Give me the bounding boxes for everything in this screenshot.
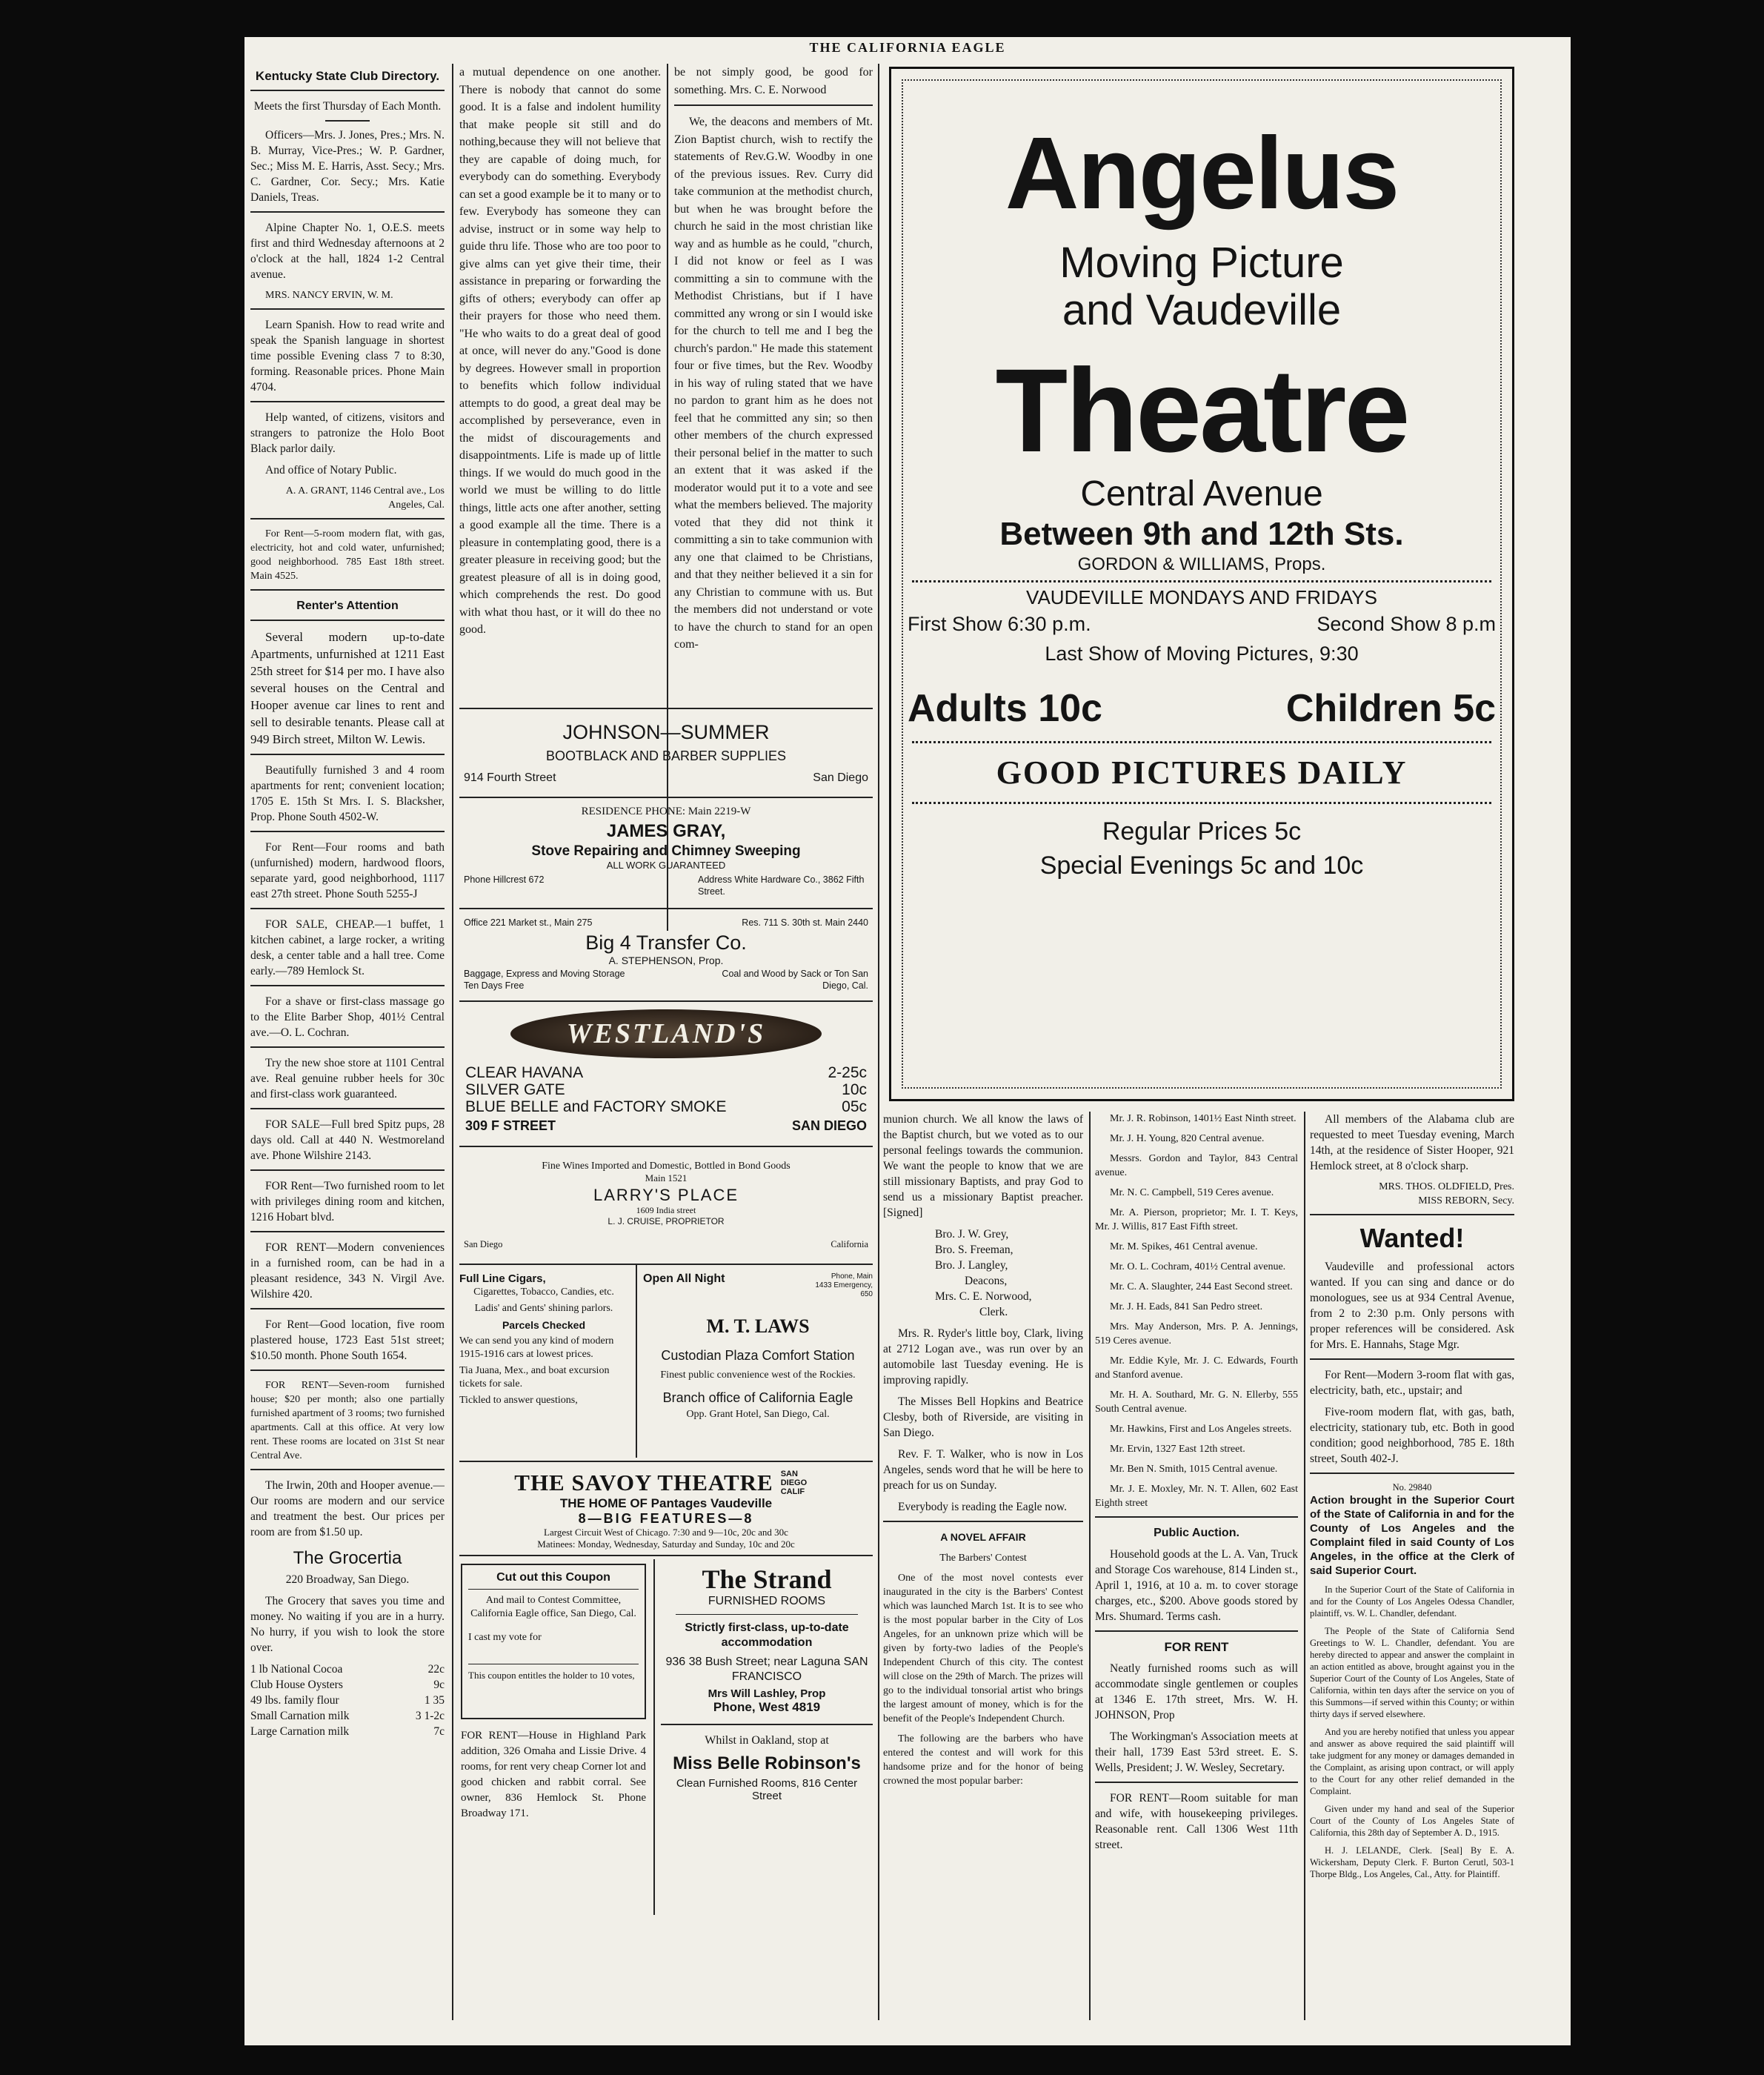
cigars-laws-section	[459, 1272, 873, 1458]
contest-coupon[interactable]: Cut out this Coupon And mail to Contest Committee, California Eagle office, San Diego, Cal. I cast my vote for This coupon entitles the holder to 10 votes,	[461, 1564, 646, 1719]
seven-room-notice: FOR RENT—Seven-room furnished house; $20 per month; also one partially furnished apartment of 3 rooms; two furnished apartments. Call at this office. At very low rent. These rooms are located on 31st St near Central Ave.	[250, 1380, 445, 1461]
notary-notice: And office of Notary Public.	[265, 464, 397, 477]
price-row: Small Carnation milk 3 1-2c	[250, 1710, 445, 1722]
column-6: All members of the Alabama club are requested to meet Tuesday evening, March 14th, at the residence of Sister Hooper, 921 Hemlock street, at 8 o'clock sharp. MRS. THOS. OLDFIELD, Pres. MISS REBORN, Secy. Wanted! Vaudeville and professional actors wanted. If you can sing and dance or do monologues, see us at 934 Central Avenue, from 2 to 2:30 p.m. Only persons with proper references will be considered. Ask for Mrs. E. Hannahs, Stage Mgr. For Rent—Modern 3-room flat with gas, electricity, bath, etc., upstair; and Five-room modern flat, with gas, bath, electricity, stationary tub, etc. Both in good condition; good neighborhood, 785 E. 18th street, South 402-J. No. 29840 Action brought in the Superior Court of the State of California in and for the County of Los Angeles and the Complaint filed in said County of Los Angeles, in the office at the Clerk of said Superior Court. In the Superior Court of the State of California in and for the County of Los Angeles Odessa Chandler, plaintiff, vs. W. L. Chandler, defendant. The People of the State of California Send Greetings to W. L. Chandler, defendant. You are hereby directed to appear and answer the complaint in an action entitled as above, brought against you in the Superior Court of the County of Los Angeles, State of California, within ten days after the service on you of this Summons—if served within this County; or within thirty days if served elsewhere. And you are hereby notified that unless you appear and answer as above required the said plaintiff will take judgment for any money or damages demanded in the Complaint, as arising upon contract, or will apply to the Court for any other relief demanded in the Complaint. Given under my hand and seal of the Superior Court of the County of Los Angeles State of California, this 28th day of September A. D., 1915. H. J. LELANDE, Clerk. [Seal] By E. A. Wickersham, Deputy Clerk. F. Burton Cerutl, 503-1 Thorpe Bldg., Los Angeles, Cal., Atty. for Plaintiff.	[1310, 1113, 1514, 1879]
gray-service: Stove Repairing and Chimney Sweeping	[531, 843, 801, 859]
beautiful-apartments: Beautifully furnished 3 and 4 room apartments for rent; convenient location; 1705 E. 15th St Mrs. I. S. Blacksher, Prop. Phone South 4502-W.	[250, 764, 445, 823]
fourrooms-notice: For Rent—Four rooms and bath (unfurnished) modern, hardwood floors, separate yard, good neighborhood, 1117 east 27th street. Phone South 5255-J	[250, 841, 445, 900]
column-3-article	[674, 64, 873, 701]
savoy-ad: THE SAVOY THEATRE SAN DIEGO CALIF THE HOME OF Pantages Vaudeville 8—BIG FEATURES—8 Largest Circuit West of Chicago. 7:30 and 9—10c, 20c and 30c Matinees: Monday, Wednesday, Saturday and Sunday, 10c and 20c	[514, 1470, 808, 1550]
modern-conveniences-notice: FOR RENT—Modern conveniences in a furnished room, can be had in a pleasant residence, 343 N. Virgil Ave. Wilshire 420.	[250, 1241, 445, 1301]
masthead: THE CALIFORNIA EAGLE	[809, 40, 1006, 55]
barber-list: Mr. J. R. Robinson, 1401½ East Ninth street. Mr. J. H. Young, 820 Central avenue. Messrs. Gordon and Taylor, 843 Central avenue. Mr. N. C. Campbell, 519 Ceres avenue. Mr. A. Pierson, proprietor; Mr. I. T. Keys, Mr. J. Willis, 817 East Fifth street. Mr. M. Spikes, 461 Central avenue. Mr. O. L. Cochram, 401½ Central avenue. Mr. C. A. Slaughter, 244 East Second street. Mr. J. H. Eads, 841 San Pedro street. Mrs. May Anderson, Mrs. P. A. Jennings, 519 Ceres avenue. Mr. Eddie Kyle, Mr. J. C. Edwards, Fourth and Stanford avenue. Mr. H. A. Southard, Mr. G. N. Ellerby, 555 South Central avenue. Mr. Hawkins, First and Los Angeles streets. Mr. Ervin, 1327 East 12th street. Mr. Ben N. Smith, 1015 Central avenue. Mr. J. E. Moxley, Mr. N. T. Allen, 602 East Eighth street	[1095, 1113, 1298, 1509]
westlands-logo-text: WESTLAND'S	[566, 1018, 766, 1049]
good-location-notice: For Rent—Good location, five room plastered house, 1723 East 51st street; $10.50 month. Phone South 1654.	[250, 1318, 445, 1362]
cigars-title: Full Line Cigars,	[459, 1272, 546, 1285]
larry-top: Fine Wines Imported and Domestic, Bottled in Bond Goods	[542, 1161, 791, 1172]
shoe-notice: Try the new shoe store at 1101 Central ave. Real genuine rubber heels for 30c and first-class work guaranteed.	[250, 1057, 445, 1100]
legal-notice-body: In the Superior Court of the State of California in and for the County of Los Angeles Odessa Chandler, plaintiff, vs. W. L. Chandler, defendant. The People of the State of California Send Greetings to W. L. Chandler, defendant. You are hereby directed to appear and answer the complaint in an action entitled as above, brought against you in the Superior Court of the County of Los Angeles, State of California, within ten days after the service on you of this Summons—if served within this County; or within thirty days if served elsewhere. And you are hereby notified that unless you appear and answer as above required the said plaintiff will take judgment for any money or damages demanded in the Complaint, as arising upon contract, or will apply to the Court for any other relief demanded in the Complaint. Given under my hand and seal of the Superior Court of the County of Los Angeles State of California, this 28th day of September A. D., 1915. H. J. LELANDE, Clerk. [Seal] By E. A. Wickersham, Deputy Clerk. F. Burton Cerutl, 503-1 Thorpe Bldg., Los Angeles, Cal., Atty. for Plaintiff.	[1310, 1584, 1514, 1879]
grocertia-price-list	[250, 1661, 445, 1739]
theatre-title: Theatre	[995, 344, 1408, 477]
larry-name: LARRY'S PLACE	[593, 1186, 739, 1204]
article-top-line: be not simply good, be good for something. Mrs. C. E. Norwood	[674, 66, 873, 96]
kentucky-heading: Kentucky State Club Directory.	[255, 69, 440, 83]
coupon-vote-line: I cast my vote for	[468, 1632, 542, 1643]
renters-heading: Renter's Attention	[296, 600, 399, 612]
newspaper-page	[244, 37, 1571, 2045]
coupon-title: Cut out this Coupon	[496, 1571, 610, 1584]
big4-prop: A. STEPHENSON, Prop.	[608, 954, 724, 966]
larry-prop: L. J. CRUISE, PROPRIETOR	[608, 1216, 725, 1226]
gray-phone: RESIDENCE PHONE: Main 2219-W	[581, 806, 751, 817]
kentucky-officers: Officers—Mrs. J. Jones, Pres.; Mrs. N. B. Murray, Vice-Pres.; W. P. Gardner, Sec.; Miss M. E. Harris, Asst. Secy.; Mrs. C. Gardner, Cor. Secy.; Mrs. Katie Daniels, Treas.	[250, 129, 445, 204]
price-row: Large Carnation milk 7c	[250, 1725, 445, 1738]
tworooms-notice: FOR Rent—Two furnished room to let with privileges dining room and kitchen, 1216 Hobart blvd.	[250, 1180, 445, 1224]
column-4: munion church. We all know the laws of the Baptist church, but we voted as to our personal feelings towards the communion. We want the people to know that we are still missionary Baptists, and pray God to send us a missionary Baptist preacher. [Signed] Bro. J. W. Grey, Bro. S. Freeman, Bro. J. Langley, Deacons, Mrs. C. E. Norwood, Clerk. Mrs. R. Ryder's little boy, Clark, living at 2712 Logan ave., was run over by an automobile last Tuesday evening. He is improving rapidly. The Misses Bell Hopkins and Beatrice Clesby, both of Riverside, are visiting in San Diego. Rev. F. T. Walker, who is now in Los Angeles, sends word that he will be here to preach for us on Sunday. Everybody is reading the Eagle now. A NOVEL AFFAIR The Barbers' Contest One of the most novel contests ever inaugurated in the city is the Barbers' Contest which was launched March 1st. It is to see who is the most popular barber in the City of Los Angeles, for an unknown prize which will be given by forty-two ladies of the People's Independent Church of this city. The contest will close on the 29th of March. The prizes will go to the individual tonsorial artist who brings the largest amount of money, which is for the benefit of the People's Independent Church. The following are the barbers who have entered the contest and will work for this handsome prize and for the honor of being crowned the most popular barber:	[883, 1113, 1083, 1787]
coupon-strand-section	[459, 1564, 873, 1912]
column-rule	[452, 64, 453, 2020]
gray-name: JAMES GRAY,	[606, 821, 726, 841]
help-notice: Help wanted, of citizens, visitors and strangers to patronize the Holo Boot Black parlor daily.	[250, 411, 445, 455]
shave-notice: For a shave or first-class massage go to the Elite Barber Shop, 401½ Central ave.—O. L. Cochran.	[250, 995, 445, 1039]
parcels-checked: Parcels Checked	[502, 1319, 586, 1331]
gray-guarantee: ALL WORK GUARANTEED	[606, 860, 726, 871]
cigars-ad: Full Line Cigars, Cigarettes, Tobacco, Candies, etc. Ladis' and Gents' shining parlors. Parcels Checked We can send you any kind of modern 1915-1916 cars at lowest prices. Tia Juana, Mex., and boat excursion tickets for sale. Tickled to answer questions,	[459, 1272, 628, 1407]
big4-name: Big 4 Transfer Co.	[585, 932, 747, 954]
cigar-row: SILVER GATE 10c	[465, 1081, 867, 1098]
spitz-notice: FOR SALE—Full bred Spitz pups, 28 days old. Call at 440 N. Westmoreland ave. Phone Wilshire 2143.	[250, 1118, 445, 1162]
alpine-sign: MRS. NANCY ERVIN, W. M.	[265, 290, 393, 301]
price-row: Club House Oysters 9c	[250, 1679, 445, 1691]
article-good-deeds: a mutual dependence on one another. There is nobody that cannot do some good. It is a false and indolent humility that make people sit still and do nothing,because they will not believe that they are capable of doing much, for everybody can do something. Everybody can set a good example be it to many or to few. Everybody has someone they can advise, instruct or in some way help to guide thru life. Those who are too poor to give alms can yet give their time, their assistance in preparing or forwarding the gifts of others; everybody can offer ap their prayers for those who need them. "He who waits to do a great deal of good at once, will never do any."Good is done by degrees. However small in proportion to benefits which follow individual attempts to do good, a great deal may be accomplished by perseverance, even in the midst of discouragements and disappointments. Life is made up of little things. If we would do much good in the world we must be willing to do little things, little acts one after another, setting a good example all the time. There is a pleasure in contemplating good, there is a greater pleasure in receiving good; but the greatest pleasure of all is in doing good, which comprehends the rest. Do good with what thou hast, or it will do thee no good.	[459, 66, 661, 636]
gray-address-row: Phone Hillcrest 672 Address White Hardware Co., 3862 Fifth Street.	[464, 874, 865, 897]
public-auction-heading: Public Auction.	[1154, 1527, 1239, 1539]
cigar-row: BLUE BELLE and FACTORY SMOKE 05c	[465, 1098, 867, 1115]
big4-phone-row: Office 221 Market st., Main 275 Res. 711 S. 30th st. Main 2440	[464, 917, 868, 928]
strand-title: The Strand	[702, 1564, 832, 1594]
column-rule	[1304, 1112, 1305, 2020]
ads-block	[459, 708, 873, 2027]
grocertia-text: The Grocery that saves you time and money. No waiting if you are in a hurry. No hurry, if you wish to look the store over.	[250, 1595, 445, 1654]
big4-services-row: Baggage, Express and Moving Storage Ten Days Free Coal and Wood by Sack or Ton San Diego, Cal.	[464, 969, 868, 991]
novel-affair-heading: A NOVEL AFFAIR	[940, 1531, 1026, 1543]
strand-ad: The Strand FURNISHED ROOMS Strictly first-class, up-to-date accommodation 936 38 Bush Street; near Laguna SAN FRANCISCO Mrs Will Lashley, Prop Phone, West 4819 Whilst in Oakland, stop at Miss Belle Robinson's Clean Furnished Rooms, 816 Center Street	[661, 1564, 873, 1802]
deacon-signers: Bro. J. W. Grey, Bro. S. Freeman, Bro. J. Langley, Deacons, Mrs. C. E. Norwood, Clerk.	[935, 1228, 1032, 1318]
alpine-notice: Alpine Chapter No. 1, O.E.S. meets first and third Wednesday afternoons at 2 o'clock at the hall, 1824 1-2 Central avenue.	[250, 222, 445, 281]
westlands-cigar-logo	[510, 1009, 822, 1058]
price-row: 49 lbs. family flour 1 35	[250, 1694, 445, 1707]
laws-ad: Open All Night Phone, Main 1433 Emergency, 650 M. T. LAWS Custodian Plaza Comfort Station Finest public convenience west of the Rockies. Branch office of California Eagle Opp. Grant Hotel, San Diego, Cal.	[643, 1272, 873, 1420]
column-5: Mr. J. R. Robinson, 1401½ East Ninth street. Mr. J. H. Young, 820 Central avenue. Messrs. Gordon and Taylor, 843 Central avenue. Mr. N. C. Campbell, 519 Ceres avenue. Mr. A. Pierson, proprietor; Mr. I. T. Keys, Mr. J. Willis, 817 East Fifth street. Mr. M. Spikes, 461 Central avenue. Mr. O. L. Cochram, 401½ Central avenue. Mr. C. A. Slaughter, 244 East Second street. Mr. J. H. Eads, 841 San Pedro street. Mrs. May Anderson, Mrs. P. A. Jennings, 519 Ceres avenue. Mr. Eddie Kyle, Mr. J. C. Edwards, Fourth and Stanford avenue. Mr. H. A. Southard, Mr. G. N. Ellerby, 555 South Central avenue. Mr. Hawkins, First and Los Angeles streets. Mr. Ervin, 1327 East 12th street. Mr. Ben N. Smith, 1015 Central avenue. Mr. J. E. Moxley, Mr. N. T. Allen, 602 East Eighth street Public Auction. Household goods at the L. A. Van, Truck and Storage Cos warehouse, 814 Linden st., April 1, 1916, at 10 a. m. to cover storage charges, etc., $200. Above goods stored by Mrs. Shumard. Terms cash. FOR RENT Neatly furnished rooms such as will accommodate single gentlemen or couples at 1346 E. 17th street, Mrs. W. H. JOHNSON, Prop The Workingman's Association meets at their hall, 1739 East 53rd street. E. S. Wells, President; J. W. Wesley, Secretary. FOR RENT—Room suitable for man and wife, with housekeeping privileges. Reasonable rent. Call 1306 West 11th street.	[1095, 1113, 1298, 1851]
westlands-cigar-list	[459, 1064, 873, 1134]
grocertia-heading: The Grocertia	[293, 1548, 402, 1568]
article-mt-zion: We, the deacons and members of Mt. Zion Baptist church, wish to rectify the statements of Rev.G.W. Woodby in one of the previous issues. Rev. Curry did take communion at the methodist church, but when he was brought before the church he said in the most christian like way and as humble as he could, "church, I did not know or feel as I was committing a sin to commune with the Methodist Christians, but if I have committed any wrong or sin I would iske for the church to tell me and I beg the church's pardon." He made this statement four or five times, but the Rev. Woodby in his way of ruling stated that we have no pardon to grant him as he does not feel that he committed any sin; so then other members of the church expressed their personal belief in the matter to such an extent that it was asked if the moderator would put it to a vote and see what the members believed. The majority voted that they did not think it committing a sin to take communion with any one that claimed to be Christians, and that they neither believed it a sin for any Christian to commune with us. But the members did not understand or vote to have the church to stand for an open com-	[674, 116, 873, 651]
column-rule	[1089, 1112, 1091, 2020]
renters-notice: Several modern up-to-date Apartments, unfurnished at 1211 East 25th street for $14 per mo. I have also several houses on the Central and Hooper avenue car lines to rent and sell to desirable tenants. Please call at 949 Birch street, Milton W. Lewis.	[250, 630, 445, 746]
johnson-address-row: 914 Fourth Street San Diego	[464, 771, 868, 784]
westlands-address-row: 309 F STREET SAN DIEGO	[465, 1118, 867, 1133]
column-2-article	[459, 64, 661, 701]
price-row: 1 lb National Cocoa 22c	[250, 1663, 445, 1676]
cigar-row: CLEAR HAVANA 2-25c	[465, 1064, 867, 1081]
for-rent-heading: FOR RENT	[1164, 1640, 1229, 1654]
ticket-prices: Adults 10c Children 5c	[908, 687, 1496, 730]
laws-name: M. T. LAWS	[706, 1315, 810, 1337]
open-all-night: Open All Night	[643, 1272, 725, 1285]
belle-robinson: Miss Belle Robinson's	[673, 1753, 861, 1773]
wanted-heading: Wanted!	[1359, 1223, 1465, 1253]
grocertia-address: 220 Broadway, San Diego.	[285, 1573, 410, 1586]
angelus-theatre-ad: Angelus Moving Picture and Vaudeville Theatre Central Avenue Between 9th and 12th Sts. GORDON & WILLIAMS, Props. VAUDEVILLE MONDAYS AND FRIDAYS First Show 6:30 p.m. Second Show 8 p.m Last Show of Moving Pictures, 9:30 Adults 10c Children 5c GOOD PICTURES DAILY Regular Prices 5c Special Evenings 5c and 10c	[889, 67, 1514, 1101]
larry-address: 1609 India street	[636, 1205, 696, 1215]
johnson-subtitle: BOOTBLACK AND BARBER SUPPLIES	[545, 748, 787, 763]
column-rule	[878, 64, 879, 2020]
notary-sign: A. A. GRANT, 1146 Central ave., Los Angeles, Cal.	[285, 485, 445, 511]
kentucky-meets: Meets the first Thursday of Each Month.	[253, 100, 442, 113]
legal-notice-title: Action brought in the Superior Court of the State of California in and for the County of Los Angeles and the Complaint filed in said County of Los Angeles, in the office at the Clerk of said Superior Court.	[1310, 1494, 1514, 1577]
johnson-title: JOHNSON—SUMMER	[562, 721, 770, 743]
column-1	[250, 64, 445, 2028]
angelus-title: Angelus	[1005, 116, 1399, 230]
savoy-title: THE SAVOY THEATRE	[514, 1470, 773, 1495]
show-times: First Show 6:30 p.m. Second Show 8 p.m	[908, 613, 1496, 635]
spanish-notice: Learn Spanish. How to read write and speak the Spanish language in shortest time possible Evening class 7 to 8:30, forming. Reasonable prices. Phone Main 4704.	[250, 319, 445, 394]
highland-notice: FOR RENT—House in Highland Park addition, 326 Omaha and Lissie Drive. 4 rooms, for rent very cheap Corner lot and good chicken and rabbit corral. See owner, 836 Hemlock St. Phone Broadway 171.	[461, 1730, 646, 1819]
larry-main: Main 1521	[645, 1172, 688, 1183]
irwin-notice: The Irwin, 20th and Hooper avenue.—Our rooms are modern and our service and treatment the best. Our prices per room are from $1.50 up.	[250, 1479, 445, 1538]
larry-location-row: San Diego California	[464, 1239, 868, 1249]
forrent-flat: For Rent—5-room modern flat, with gas, electricity, hot and cold water, unfurnished; good neighborhood. 785 East 18th street. Main 4525.	[250, 528, 445, 582]
forsale-notice: FOR SALE, CHEAP.—1 buffet, 1 kitchen cabinet, a large rocker, a writing desk, a center table and a hall tree. Come early.—789 Hemlock St.	[250, 918, 445, 977]
